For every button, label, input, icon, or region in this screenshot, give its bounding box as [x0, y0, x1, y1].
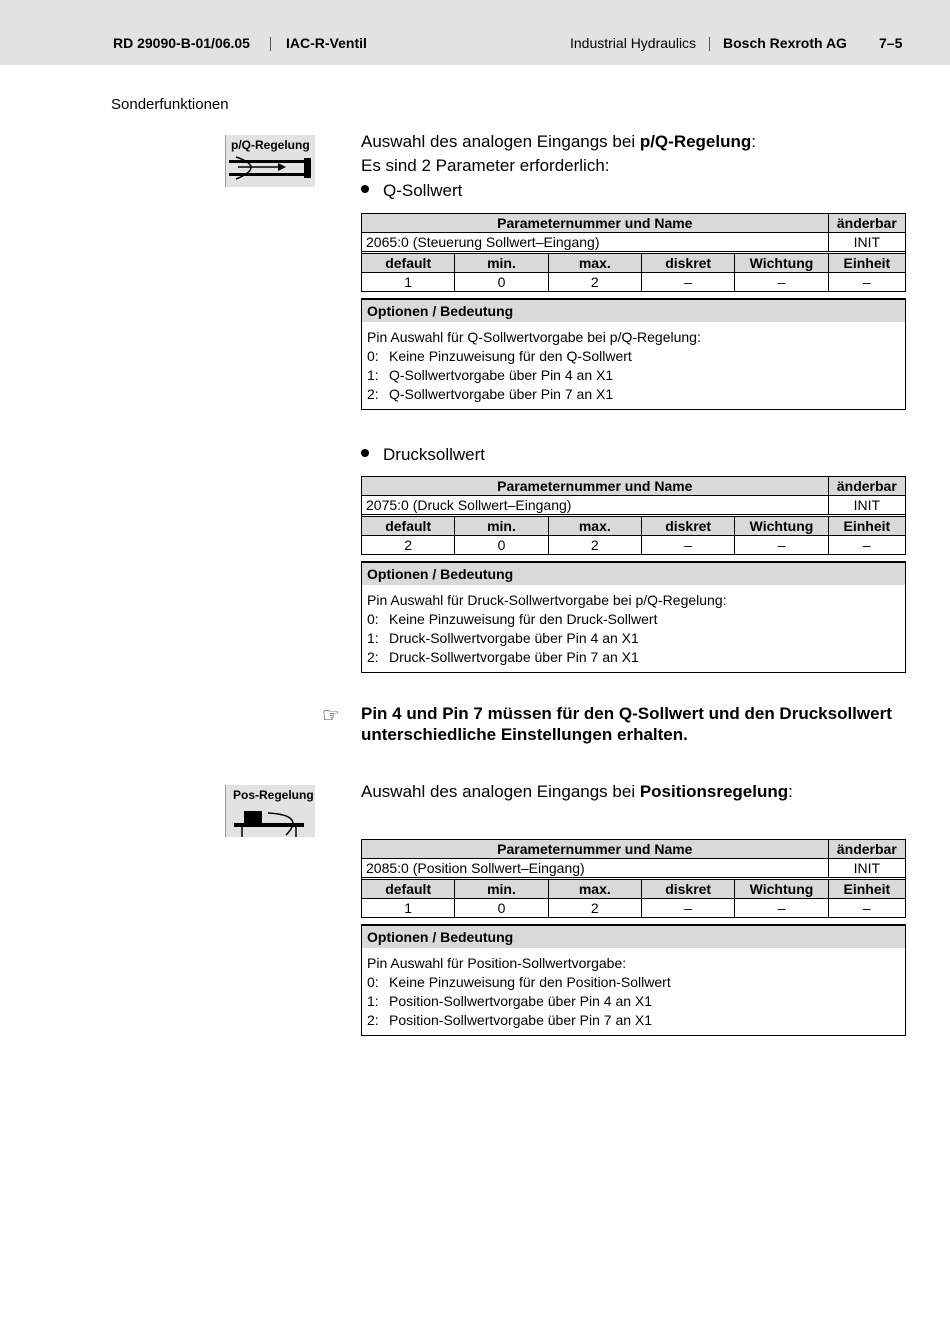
pos-intro-text: Auswahl des analogen Eingangs bei	[361, 782, 640, 801]
param-table-2075	[361, 476, 906, 555]
option-text: Keine Pinzuweisung für den Position-Sollwert	[389, 974, 671, 990]
options-header: Optionen / Bedeutung	[362, 563, 905, 585]
company-name: Bosch Rexroth AG	[723, 35, 847, 51]
default-value: 1	[362, 899, 455, 918]
param-changeable: INIT	[828, 496, 905, 515]
min-header: min.	[455, 880, 548, 899]
param-table-2085	[361, 839, 906, 918]
options-intro: Pin Auswahl für Druck-Sollwertvorgabe bei p/Q-Regelung:	[367, 592, 727, 608]
bullet-q-sollwert	[361, 181, 462, 201]
option-text: Q-Sollwertvorgabe über Pin 7 an X1	[389, 386, 614, 402]
option-item	[367, 629, 900, 648]
option-number: 2:	[367, 649, 379, 665]
weighting-value: –	[735, 536, 828, 555]
options-intro: Pin Auswahl für Q-Sollwertvorgabe bei p/Q-Regelung:	[367, 329, 701, 345]
weighting-header: Wichtung	[735, 254, 828, 273]
option-item	[367, 366, 900, 385]
option-text: Q-Sollwertvorgabe über Pin 4 an X1	[389, 367, 614, 383]
options-box-2075	[361, 561, 906, 673]
pos-regelung-icon	[225, 785, 315, 837]
param-name-header: Parameternummer und Name	[362, 477, 829, 496]
default-header: default	[362, 254, 455, 273]
weighting-header: Wichtung	[735, 517, 828, 536]
page-header	[0, 0, 950, 65]
note-line-2: unterschiedliche Einstellungen erhalten.	[361, 725, 688, 744]
option-item	[367, 648, 900, 667]
min-value: 0	[455, 899, 548, 918]
param-changeable: INIT	[828, 233, 905, 252]
min-value: 0	[455, 536, 548, 555]
pq-regelung-icon	[225, 135, 315, 187]
min-header: min.	[455, 254, 548, 273]
param-name-header: Parameternummer und Name	[362, 214, 829, 233]
weighting-value: –	[735, 899, 828, 918]
option-text: Druck-Sollwertvorgabe über Pin 4 an X1	[389, 630, 639, 646]
position-symbol-icon	[226, 785, 315, 837]
weighting-header: Wichtung	[735, 880, 828, 899]
doc-number: RD 29090-B-01/06.05	[113, 35, 250, 51]
option-item	[367, 385, 900, 404]
bullet-label: Drucksollwert	[383, 445, 486, 464]
unit-header: Einheit	[828, 517, 905, 536]
default-value: 1	[362, 273, 455, 292]
page-number: 7–5	[879, 35, 903, 51]
max-value: 2	[548, 899, 641, 918]
options-header: Optionen / Bedeutung	[362, 300, 905, 322]
header-divider	[709, 37, 710, 51]
pq-intro-bold: p/Q-Regelung	[639, 132, 752, 151]
param-table-2065	[361, 213, 906, 292]
bullet-drucksollwert	[361, 445, 485, 465]
options-intro: Pin Auswahl für Position-Sollwertvorgabe:	[367, 955, 627, 971]
max-value: 2	[548, 536, 641, 555]
pq-intro-text: Auswahl des analogen Eingangs bei	[361, 132, 640, 151]
param-name: 2065:0 (Steuerung Sollwert–Eingang)	[362, 233, 829, 252]
changeable-header: änderbar	[828, 214, 905, 233]
valve-symbol-icon	[226, 135, 315, 187]
section-title: Sonderfunktionen	[111, 96, 229, 113]
option-item	[367, 347, 900, 366]
options-header: Optionen / Bedeutung	[362, 926, 905, 948]
header-divider	[270, 37, 271, 51]
discrete-header: diskret	[641, 517, 734, 536]
option-number: 0:	[367, 348, 379, 364]
unit-value: –	[828, 536, 905, 555]
pq-intro	[361, 132, 756, 152]
option-item	[367, 992, 900, 1011]
option-number: 2:	[367, 386, 379, 402]
pos-icon-label: Pos-Regelung	[233, 788, 314, 802]
option-text: Keine Pinzuweisung für den Q-Sollwert	[389, 348, 632, 364]
param-changeable: INIT	[828, 859, 905, 878]
changeable-header: änderbar	[828, 840, 905, 859]
note-line-1: Pin 4 und Pin 7 müssen für den Q-Sollwert und den Drucksollwert	[361, 704, 892, 723]
weighting-value: –	[735, 273, 828, 292]
option-number: 2:	[367, 1012, 379, 1028]
default-header: default	[362, 517, 455, 536]
default-header: default	[362, 880, 455, 899]
option-number: 1:	[367, 630, 379, 646]
product-name: IAC-R-Ventil	[286, 35, 367, 51]
pos-intro-colon: :	[788, 782, 793, 801]
max-header: max.	[548, 880, 641, 899]
options-box-2085	[361, 924, 906, 1036]
bullet-label: Q-Sollwert	[383, 181, 463, 200]
option-item	[367, 1011, 900, 1030]
pos-intro-bold: Positionsregelung	[639, 782, 789, 801]
pointing-hand-icon: ☞	[322, 705, 340, 727]
bullet-dot	[361, 449, 369, 457]
default-value: 2	[362, 536, 455, 555]
max-value: 2	[548, 273, 641, 292]
option-text: Keine Pinzuweisung für den Druck-Sollwert	[389, 611, 658, 627]
pin-note	[361, 703, 892, 745]
pos-intro	[361, 782, 793, 802]
option-item	[367, 610, 900, 629]
min-value: 0	[455, 273, 548, 292]
discrete-value: –	[641, 536, 734, 555]
pq-icon-label: p/Q-Regelung	[231, 138, 310, 152]
unit-header: Einheit	[828, 880, 905, 899]
unit-header: Einheit	[828, 254, 905, 273]
pq-intro-colon: :	[751, 132, 757, 151]
discrete-header: diskret	[641, 254, 734, 273]
division-name: Industrial Hydraulics	[570, 35, 697, 51]
option-text: Position-Sollwertvorgabe über Pin 7 an X1	[389, 1012, 653, 1028]
option-text: Druck-Sollwertvorgabe über Pin 7 an X1	[389, 649, 639, 665]
discrete-value: –	[641, 273, 734, 292]
min-header: min.	[455, 517, 548, 536]
option-text: Position-Sollwertvorgabe über Pin 4 an X1	[389, 993, 653, 1009]
options-box-2065	[361, 298, 906, 410]
param-name: 2085:0 (Position Sollwert–Eingang)	[362, 859, 829, 878]
pq-params-required: Es sind 2 Parameter erforderlich:	[361, 156, 610, 175]
param-name-header: Parameternummer und Name	[362, 840, 829, 859]
param-name: 2075:0 (Druck Sollwert–Eingang)	[362, 496, 829, 515]
unit-value: –	[828, 273, 905, 292]
option-number: 0:	[367, 974, 379, 990]
bullet-dot	[361, 185, 369, 193]
option-number: 1:	[367, 993, 379, 1009]
option-number: 1:	[367, 367, 379, 383]
discrete-header: diskret	[641, 880, 734, 899]
max-header: max.	[548, 254, 641, 273]
changeable-header: änderbar	[828, 477, 905, 496]
max-header: max.	[548, 517, 641, 536]
option-number: 0:	[367, 611, 379, 627]
unit-value: –	[828, 899, 905, 918]
discrete-value: –	[641, 899, 734, 918]
option-item	[367, 973, 900, 992]
